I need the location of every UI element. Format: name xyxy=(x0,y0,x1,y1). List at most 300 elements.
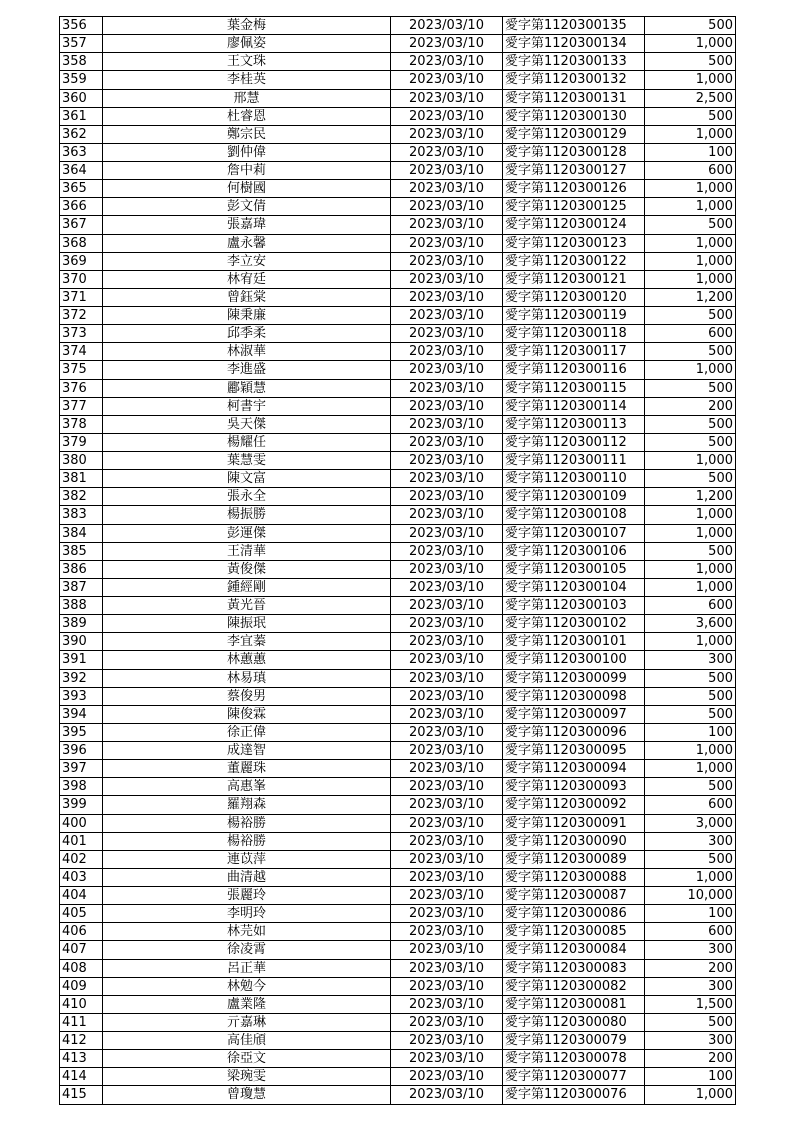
receipt-number: 愛字第1120300095 xyxy=(503,742,645,760)
donation-date: 2023/03/10 xyxy=(391,53,503,71)
donor-name: 劉仲偉 xyxy=(103,143,391,161)
donation-date: 2023/03/10 xyxy=(391,742,503,760)
donation-amount: 1,000 xyxy=(645,1086,736,1104)
receipt-number: 愛字第1120300086 xyxy=(503,905,645,923)
row-number: 413 xyxy=(60,1050,103,1068)
donor-name: 楊裕勝 xyxy=(103,814,391,832)
donation-amount: 500 xyxy=(645,778,736,796)
table-row xyxy=(60,995,736,1013)
table-row xyxy=(60,1068,736,1086)
receipt-number: 愛字第1120300108 xyxy=(503,506,645,524)
donation-date: 2023/03/10 xyxy=(391,887,503,905)
receipt-number: 愛字第1120300126 xyxy=(503,180,645,198)
table-row xyxy=(60,1050,736,1068)
receipt-number: 愛字第1120300132 xyxy=(503,71,645,89)
receipt-number: 愛字第1120300135 xyxy=(503,17,645,35)
donation-date: 2023/03/10 xyxy=(391,198,503,216)
donor-name: 林易瑱 xyxy=(103,669,391,687)
donation-amount: 600 xyxy=(645,325,736,343)
donation-date: 2023/03/10 xyxy=(391,705,503,723)
row-number: 384 xyxy=(60,524,103,542)
table-row xyxy=(60,53,736,71)
donation-amount: 3,600 xyxy=(645,615,736,633)
row-number: 407 xyxy=(60,941,103,959)
donor-name: 林宥廷 xyxy=(103,270,391,288)
donation-date: 2023/03/10 xyxy=(391,796,503,814)
donation-date: 2023/03/10 xyxy=(391,162,503,180)
row-number: 379 xyxy=(60,433,103,451)
table-row xyxy=(60,705,736,723)
donation-date: 2023/03/10 xyxy=(391,1013,503,1031)
donation-date: 2023/03/10 xyxy=(391,216,503,234)
donation-amount: 1,500 xyxy=(645,995,736,1013)
donor-name: 林芫如 xyxy=(103,923,391,941)
donation-date: 2023/03/10 xyxy=(391,687,503,705)
row-number: 362 xyxy=(60,125,103,143)
row-number: 402 xyxy=(60,850,103,868)
donor-name: 彭運傑 xyxy=(103,524,391,542)
receipt-number: 愛字第1120300083 xyxy=(503,959,645,977)
donation-date: 2023/03/10 xyxy=(391,325,503,343)
row-number: 414 xyxy=(60,1068,103,1086)
row-number: 401 xyxy=(60,832,103,850)
table-row xyxy=(60,832,736,850)
donation-amount: 100 xyxy=(645,143,736,161)
receipt-number: 愛字第1120300107 xyxy=(503,524,645,542)
receipt-number: 愛字第1120300076 xyxy=(503,1086,645,1104)
donation-date: 2023/03/10 xyxy=(391,615,503,633)
row-number: 358 xyxy=(60,53,103,71)
table-row xyxy=(60,723,736,741)
row-number: 397 xyxy=(60,760,103,778)
donor-name: 呂正華 xyxy=(103,959,391,977)
donor-name: 曾鈺棠 xyxy=(103,288,391,306)
table-row xyxy=(60,71,736,89)
donor-name: 徐凌霄 xyxy=(103,941,391,959)
donation-amount: 1,000 xyxy=(645,234,736,252)
row-number: 410 xyxy=(60,995,103,1013)
donation-date: 2023/03/10 xyxy=(391,143,503,161)
donation-amount: 1,000 xyxy=(645,198,736,216)
receipt-number: 愛字第1120300119 xyxy=(503,307,645,325)
row-number: 371 xyxy=(60,288,103,306)
receipt-number: 愛字第1120300130 xyxy=(503,107,645,125)
row-number: 356 xyxy=(60,17,103,35)
donor-name: 彭文倩 xyxy=(103,198,391,216)
row-number: 405 xyxy=(60,905,103,923)
table-row xyxy=(60,234,736,252)
donation-date: 2023/03/10 xyxy=(391,71,503,89)
receipt-number: 愛字第1120300104 xyxy=(503,578,645,596)
donation-amount: 100 xyxy=(645,905,736,923)
donation-amount: 1,000 xyxy=(645,578,736,596)
row-number: 412 xyxy=(60,1032,103,1050)
donation-amount: 1,000 xyxy=(645,71,736,89)
receipt-number: 愛字第1120300116 xyxy=(503,361,645,379)
donation-date: 2023/03/10 xyxy=(391,361,503,379)
donor-name: 陳振珉 xyxy=(103,615,391,633)
donation-date: 2023/03/10 xyxy=(391,343,503,361)
donation-date: 2023/03/10 xyxy=(391,35,503,53)
donation-date: 2023/03/10 xyxy=(391,415,503,433)
row-number: 368 xyxy=(60,234,103,252)
receipt-number: 愛字第1120300078 xyxy=(503,1050,645,1068)
table-row xyxy=(60,887,736,905)
receipt-number: 愛字第1120300079 xyxy=(503,1032,645,1050)
row-number: 391 xyxy=(60,651,103,669)
donor-name: 成達智 xyxy=(103,742,391,760)
table-row xyxy=(60,760,736,778)
row-number: 396 xyxy=(60,742,103,760)
donor-name: 杜睿恩 xyxy=(103,107,391,125)
receipt-number: 愛字第1120300109 xyxy=(503,488,645,506)
donor-name: 張嘉瑋 xyxy=(103,216,391,234)
donation-date: 2023/03/10 xyxy=(391,234,503,252)
donor-name: 林蕙蕙 xyxy=(103,651,391,669)
donor-name: 廖佩姿 xyxy=(103,35,391,53)
table-row xyxy=(60,198,736,216)
donation-date: 2023/03/10 xyxy=(391,723,503,741)
donor-name: 鍾經剛 xyxy=(103,578,391,596)
table-row xyxy=(60,35,736,53)
table-row xyxy=(60,270,736,288)
donor-name: 葉金梅 xyxy=(103,17,391,35)
donor-name: 何樹國 xyxy=(103,180,391,198)
row-number: 357 xyxy=(60,35,103,53)
donation-date: 2023/03/10 xyxy=(391,995,503,1013)
donation-date: 2023/03/10 xyxy=(391,905,503,923)
receipt-number: 愛字第1120300100 xyxy=(503,651,645,669)
row-number: 369 xyxy=(60,252,103,270)
row-number: 382 xyxy=(60,488,103,506)
donation-amount: 100 xyxy=(645,723,736,741)
donor-name: 羅翔森 xyxy=(103,796,391,814)
donation-amount: 500 xyxy=(645,687,736,705)
donation-amount: 300 xyxy=(645,832,736,850)
donation-amount: 500 xyxy=(645,705,736,723)
receipt-number: 愛字第1120300125 xyxy=(503,198,645,216)
table-row xyxy=(60,125,736,143)
table-row xyxy=(60,1032,736,1050)
receipt-number: 愛字第1120300123 xyxy=(503,234,645,252)
donation-date: 2023/03/10 xyxy=(391,868,503,886)
donation-date: 2023/03/10 xyxy=(391,578,503,596)
donation-date: 2023/03/10 xyxy=(391,1068,503,1086)
donor-name: 王清華 xyxy=(103,542,391,560)
donor-name: 陳俊霖 xyxy=(103,705,391,723)
table-row xyxy=(60,633,736,651)
table-row xyxy=(60,742,736,760)
table-row xyxy=(60,687,736,705)
receipt-number: 愛字第1120300128 xyxy=(503,143,645,161)
row-number: 388 xyxy=(60,597,103,615)
donation-date: 2023/03/10 xyxy=(391,633,503,651)
table-row xyxy=(60,941,736,959)
table-row xyxy=(60,651,736,669)
row-number: 395 xyxy=(60,723,103,741)
donor-name: 柯書宇 xyxy=(103,397,391,415)
row-number: 400 xyxy=(60,814,103,832)
donor-name: 亓嘉琳 xyxy=(103,1013,391,1031)
receipt-number: 愛字第1120300121 xyxy=(503,270,645,288)
donation-amount: 500 xyxy=(645,17,736,35)
receipt-number: 愛字第1120300112 xyxy=(503,433,645,451)
donor-name: 李桂英 xyxy=(103,71,391,89)
donor-name: 林勉今 xyxy=(103,977,391,995)
donation-date: 2023/03/10 xyxy=(391,760,503,778)
receipt-number: 愛字第1120300111 xyxy=(503,452,645,470)
donation-amount: 300 xyxy=(645,651,736,669)
table-row xyxy=(60,669,736,687)
donation-amount: 500 xyxy=(645,53,736,71)
donation-date: 2023/03/10 xyxy=(391,17,503,35)
table-row xyxy=(60,524,736,542)
row-number: 390 xyxy=(60,633,103,651)
donor-name: 連苡萍 xyxy=(103,850,391,868)
row-number: 364 xyxy=(60,162,103,180)
donation-date: 2023/03/10 xyxy=(391,125,503,143)
table-row xyxy=(60,379,736,397)
donation-amount: 600 xyxy=(645,162,736,180)
row-number: 359 xyxy=(60,71,103,89)
table-row xyxy=(60,89,736,107)
receipt-number: 愛字第1120300099 xyxy=(503,669,645,687)
receipt-number: 愛字第1120300129 xyxy=(503,125,645,143)
donation-date: 2023/03/10 xyxy=(391,832,503,850)
donation-amount: 300 xyxy=(645,941,736,959)
table-row xyxy=(60,433,736,451)
receipt-number: 愛字第1120300101 xyxy=(503,633,645,651)
donor-name: 王文珠 xyxy=(103,53,391,71)
row-number: 363 xyxy=(60,143,103,161)
donation-date: 2023/03/10 xyxy=(391,180,503,198)
receipt-number: 愛字第1120300092 xyxy=(503,796,645,814)
row-number: 374 xyxy=(60,343,103,361)
donation-amount: 1,000 xyxy=(645,506,736,524)
table-row xyxy=(60,560,736,578)
receipt-number: 愛字第1120300105 xyxy=(503,560,645,578)
row-number: 404 xyxy=(60,887,103,905)
row-number: 360 xyxy=(60,89,103,107)
table-row xyxy=(60,361,736,379)
donation-amount: 600 xyxy=(645,923,736,941)
donation-amount: 2,500 xyxy=(645,89,736,107)
receipt-number: 愛字第1120300118 xyxy=(503,325,645,343)
donation-date: 2023/03/10 xyxy=(391,89,503,107)
donor-name: 李宜蓁 xyxy=(103,633,391,651)
receipt-number: 愛字第1120300081 xyxy=(503,995,645,1013)
donation-amount: 500 xyxy=(645,850,736,868)
donation-date: 2023/03/10 xyxy=(391,470,503,488)
donation-date: 2023/03/10 xyxy=(391,850,503,868)
row-number: 386 xyxy=(60,560,103,578)
table-row xyxy=(60,180,736,198)
donation-amount: 1,200 xyxy=(645,488,736,506)
donation-amount: 500 xyxy=(645,542,736,560)
donation-amount: 500 xyxy=(645,470,736,488)
donor-name: 徐亞文 xyxy=(103,1050,391,1068)
donation-date: 2023/03/10 xyxy=(391,959,503,977)
receipt-number: 愛字第1120300082 xyxy=(503,977,645,995)
donor-name: 林淑華 xyxy=(103,343,391,361)
donation-amount: 1,000 xyxy=(645,742,736,760)
row-number: 409 xyxy=(60,977,103,995)
donation-date: 2023/03/10 xyxy=(391,977,503,995)
donation-amount: 300 xyxy=(645,977,736,995)
donation-amount: 3,000 xyxy=(645,814,736,832)
row-number: 383 xyxy=(60,506,103,524)
donation-date: 2023/03/10 xyxy=(391,1086,503,1104)
donation-date: 2023/03/10 xyxy=(391,669,503,687)
table-row xyxy=(60,307,736,325)
donation-date: 2023/03/10 xyxy=(391,397,503,415)
row-number: 392 xyxy=(60,669,103,687)
donation-amount: 500 xyxy=(645,343,736,361)
receipt-number: 愛字第1120300133 xyxy=(503,53,645,71)
row-number: 381 xyxy=(60,470,103,488)
donor-name: 蔡俊男 xyxy=(103,687,391,705)
row-number: 394 xyxy=(60,705,103,723)
donation-amount: 1,000 xyxy=(645,524,736,542)
donation-date: 2023/03/10 xyxy=(391,270,503,288)
receipt-number: 愛字第1120300097 xyxy=(503,705,645,723)
donation-date: 2023/03/10 xyxy=(391,560,503,578)
donation-date: 2023/03/10 xyxy=(391,778,503,796)
row-number: 376 xyxy=(60,379,103,397)
table-row xyxy=(60,542,736,560)
donor-name: 詹中莉 xyxy=(103,162,391,180)
receipt-number: 愛字第1120300103 xyxy=(503,597,645,615)
row-number: 399 xyxy=(60,796,103,814)
donor-name: 張永全 xyxy=(103,488,391,506)
row-number: 365 xyxy=(60,180,103,198)
table-row xyxy=(60,1013,736,1031)
row-number: 387 xyxy=(60,578,103,596)
row-number: 398 xyxy=(60,778,103,796)
receipt-number: 愛字第1120300110 xyxy=(503,470,645,488)
donation-amount: 200 xyxy=(645,959,736,977)
donation-amount: 1,000 xyxy=(645,270,736,288)
donation-amount: 500 xyxy=(645,107,736,125)
row-number: 408 xyxy=(60,959,103,977)
receipt-number: 愛字第1120300113 xyxy=(503,415,645,433)
donor-name: 徐正偉 xyxy=(103,723,391,741)
donation-amount: 100 xyxy=(645,1068,736,1086)
table-row xyxy=(60,850,736,868)
donation-amount: 600 xyxy=(645,796,736,814)
table-row xyxy=(60,1086,736,1104)
donor-name: 楊振勝 xyxy=(103,506,391,524)
table-row xyxy=(60,415,736,433)
donation-amount: 1,000 xyxy=(645,361,736,379)
table-row xyxy=(60,578,736,596)
table-row xyxy=(60,597,736,615)
table-row xyxy=(60,868,736,886)
row-number: 375 xyxy=(60,361,103,379)
receipt-number: 愛字第1120300090 xyxy=(503,832,645,850)
donor-name: 曲清越 xyxy=(103,868,391,886)
donor-name: 董麗珠 xyxy=(103,760,391,778)
donation-amount: 1,000 xyxy=(645,452,736,470)
receipt-number: 愛字第1120300106 xyxy=(503,542,645,560)
donation-amount: 500 xyxy=(645,669,736,687)
donation-date: 2023/03/10 xyxy=(391,1032,503,1050)
table-row xyxy=(60,977,736,995)
donation-date: 2023/03/10 xyxy=(391,524,503,542)
donor-name: 陳秉廉 xyxy=(103,307,391,325)
donor-name: 楊裕勝 xyxy=(103,832,391,850)
receipt-number: 愛字第1120300089 xyxy=(503,850,645,868)
donation-amount: 200 xyxy=(645,397,736,415)
table-row xyxy=(60,216,736,234)
donor-name: 張麗玲 xyxy=(103,887,391,905)
donation-date: 2023/03/10 xyxy=(391,488,503,506)
table-row xyxy=(60,923,736,941)
donation-date: 2023/03/10 xyxy=(391,433,503,451)
donor-name: 盧業隆 xyxy=(103,995,391,1013)
donor-name: 酈穎慧 xyxy=(103,379,391,397)
table-row xyxy=(60,615,736,633)
donor-name: 鄭宗民 xyxy=(103,125,391,143)
table-row xyxy=(60,143,736,161)
donation-amount: 1,000 xyxy=(645,868,736,886)
table-row xyxy=(60,452,736,470)
table-row xyxy=(60,905,736,923)
donor-name: 李進盛 xyxy=(103,361,391,379)
donation-date: 2023/03/10 xyxy=(391,597,503,615)
donation-amount: 1,200 xyxy=(645,288,736,306)
table-row xyxy=(60,506,736,524)
donation-amount: 600 xyxy=(645,597,736,615)
receipt-number: 愛字第1120300102 xyxy=(503,615,645,633)
row-number: 372 xyxy=(60,307,103,325)
receipt-number: 愛字第1120300117 xyxy=(503,343,645,361)
donor-name: 曾瓊慧 xyxy=(103,1086,391,1104)
receipt-number: 愛字第1120300091 xyxy=(503,814,645,832)
receipt-number: 愛字第1120300077 xyxy=(503,1068,645,1086)
row-number: 378 xyxy=(60,415,103,433)
receipt-number: 愛字第1120300085 xyxy=(503,923,645,941)
donor-name: 邢慧 xyxy=(103,89,391,107)
row-number: 380 xyxy=(60,452,103,470)
row-number: 377 xyxy=(60,397,103,415)
donor-name: 邱季柔 xyxy=(103,325,391,343)
donation-amount: 200 xyxy=(645,1050,736,1068)
table-row xyxy=(60,17,736,35)
table-row xyxy=(60,470,736,488)
receipt-number: 愛字第1120300087 xyxy=(503,887,645,905)
donation-date: 2023/03/10 xyxy=(391,452,503,470)
donation-date: 2023/03/10 xyxy=(391,252,503,270)
row-number: 393 xyxy=(60,687,103,705)
donor-name: 李明玲 xyxy=(103,905,391,923)
table-row xyxy=(60,796,736,814)
table-row xyxy=(60,778,736,796)
donation-amount: 500 xyxy=(645,307,736,325)
donor-name: 盧永馨 xyxy=(103,234,391,252)
donation-date: 2023/03/10 xyxy=(391,941,503,959)
donation-amount: 1,000 xyxy=(645,125,736,143)
table-row xyxy=(60,343,736,361)
donation-amount: 1,000 xyxy=(645,252,736,270)
donation-amount: 1,000 xyxy=(645,560,736,578)
donation-date: 2023/03/10 xyxy=(391,923,503,941)
row-number: 389 xyxy=(60,615,103,633)
table-row xyxy=(60,252,736,270)
donor-name: 陳文富 xyxy=(103,470,391,488)
row-number: 366 xyxy=(60,198,103,216)
donation-amount: 500 xyxy=(645,433,736,451)
